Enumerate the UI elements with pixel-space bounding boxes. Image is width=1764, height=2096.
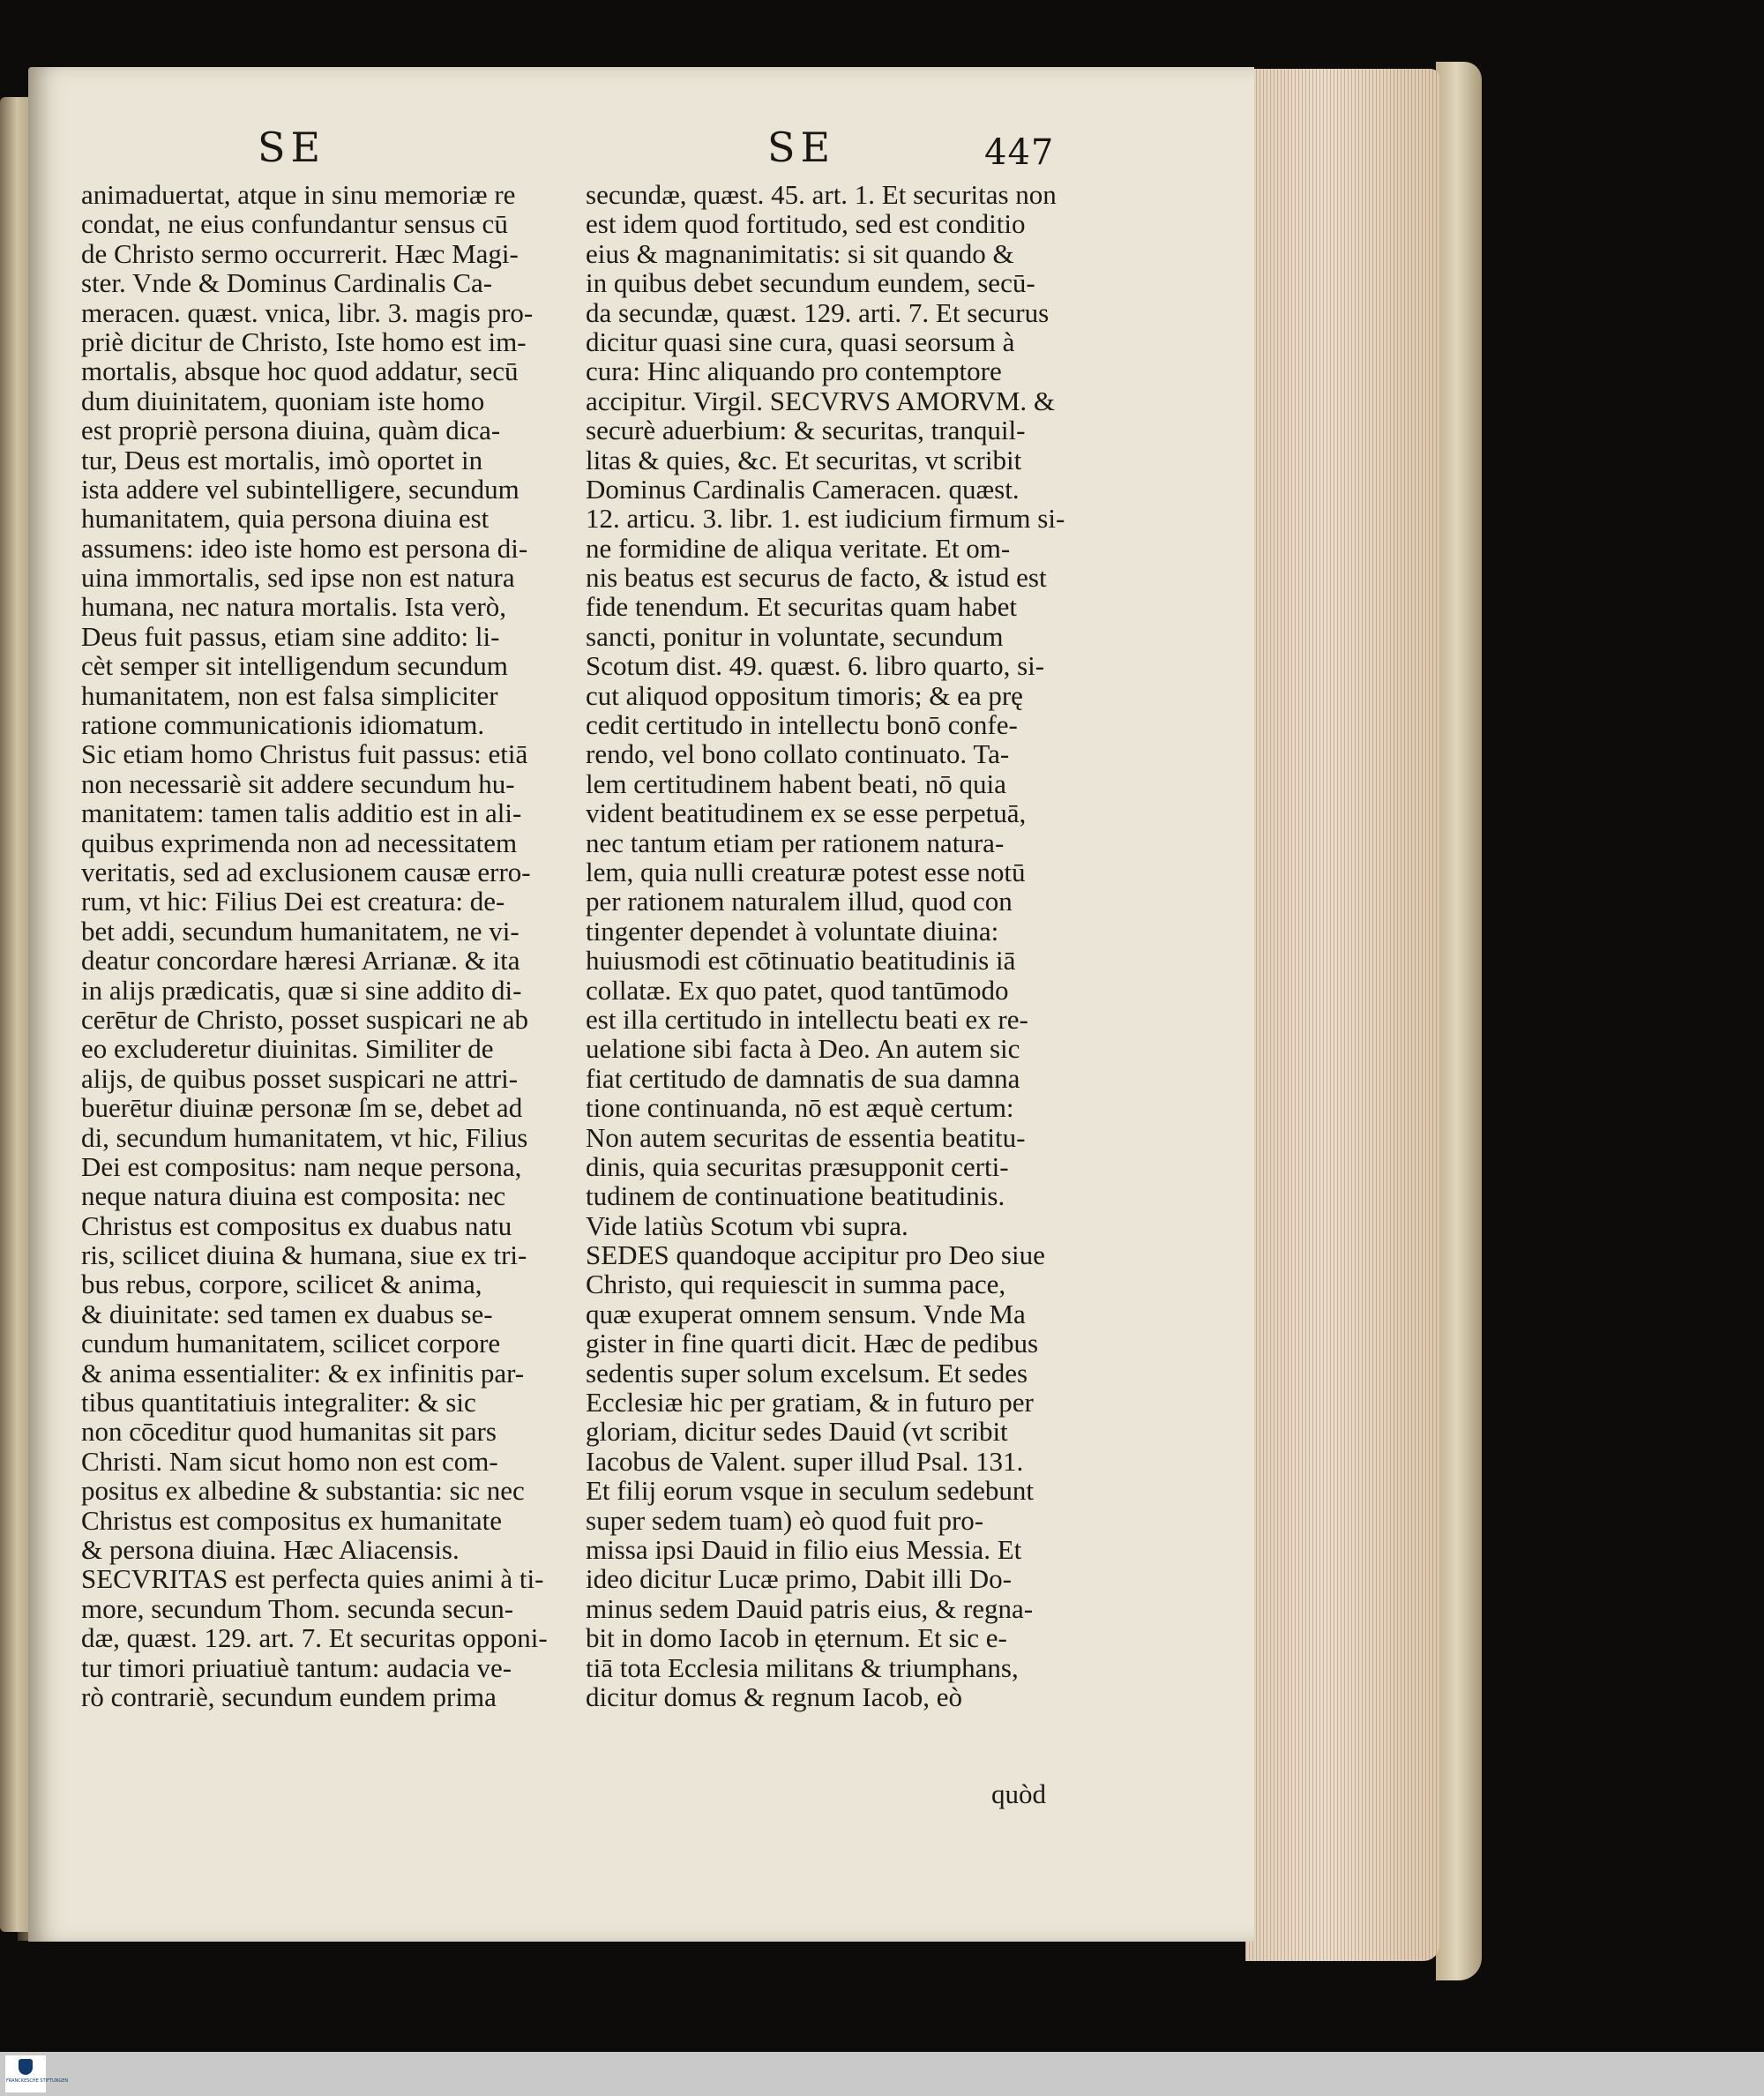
text-line: tiā tota Ecclesia militans & triumphans, — [586, 1651, 1019, 1683]
text-line: cundum humanitatem, scilicet corpore — [81, 1328, 501, 1359]
text-line: gloriam, dicitur sedes Dauid (vt scribit — [586, 1416, 1008, 1448]
text-line: & anima essentialiter: & ex infinitis par- — [81, 1357, 525, 1389]
text-line: & persona diuina. Hæc Aliacensis. — [81, 1533, 460, 1565]
text-line: tudinem de continuatione beatitudinis. — [586, 1180, 1005, 1212]
text-line: missa ipsi Dauid in filio eius Messia. Et — [586, 1533, 1022, 1565]
text-line: eo excluderetur diuinitas. Similiter de — [81, 1033, 494, 1065]
text-line: huiusmodi est cōtinuatio beatitudinis iā — [586, 945, 1016, 977]
text-line: humana, nec natura mortalis. Ista verò, — [81, 591, 507, 623]
text-line: Dominus Cardinalis Cameracen. quæst. — [586, 473, 1020, 505]
text-line: mortalis, absque hoc quod addatur, secū — [81, 356, 519, 387]
text-line: fide tenendum. Et securitas quam habet — [586, 591, 1017, 623]
text-line: more, secundum Thom. secunda secun- — [81, 1592, 514, 1624]
text-line: rò contrariè, secundum eundem prima — [81, 1681, 497, 1712]
text-line: Christi. Nam sicut homo non est com- — [81, 1445, 498, 1477]
text-line: condat, ne eius confundantur sensus cū — [81, 208, 508, 240]
text-line: deatur concordare hæresi Arrianæ. & ita — [81, 945, 520, 977]
text-line: Christo, qui requiescit in summa pace, — [586, 1269, 1006, 1300]
text-line: positus ex albedine & substantia: sic nec — [81, 1475, 525, 1507]
text-line: buerētur diuinæ personæ ſm se, debet ad — [81, 1092, 523, 1124]
text-line: dum diuinitatem, quoniam iste homo — [81, 385, 485, 416]
text-line: alijs, de quibus posset suspicari ne attri- — [81, 1062, 519, 1094]
text-line: vident beatitudinem ex se esse perpetuā, — [586, 797, 1027, 829]
text-line: animaduertat, atque in sinu memoriæ re — [81, 179, 516, 210]
text-line: Vide latiùs Scotum vbi supra. — [586, 1209, 908, 1241]
text-line: ratione communicationis idiomatum. — [81, 709, 485, 741]
text-line: dinis, quia securitas præsupponit certi- — [586, 1150, 1009, 1182]
logo-text: FRANCKESCHE STIFTUNGEN — [6, 2078, 69, 2084]
text-line: cerētur de Christo, posset suspicari ne ab — [81, 1003, 529, 1035]
text-line: humanitatem, quia persona diuina est — [81, 503, 490, 535]
text-line: in alijs prædicatis, quæ si sine addito di- — [81, 974, 522, 1006]
text-line: ideo dicitur Lucæ primo, Dabit illi Do- — [586, 1563, 1012, 1595]
text-line: Iacobus de Valent. super illud Psal. 131. — [586, 1445, 1024, 1477]
text-line: est idem quod fortitudo, sed est conditio — [586, 208, 1026, 240]
text-line: cedit certitudo in intellectu bonō confe- — [586, 709, 1018, 741]
text-line: tione continuanda, nō est æquè certum: — [586, 1092, 1014, 1124]
page-number: 447 — [984, 132, 1055, 173]
text-line: per rationem naturalem illud, quod con — [586, 886, 1013, 917]
text-line: rendo, vel bono collato continuato. Ta- — [586, 738, 1010, 770]
text-line: sancti, ponitur in voluntate, secundum — [586, 620, 1004, 652]
text-line: ista addere vel subintelligere, secundum — [81, 473, 519, 505]
text-line: uina immortalis, sed ipse non est natura — [81, 562, 515, 594]
text-line: securè aduerbium: & securitas, tranquil- — [586, 415, 1026, 446]
text-line: quæ exuperat omnem sensum. Vnde Ma — [586, 1298, 1026, 1329]
text-line: accipitur. Virgil. SECVRVS AMORVM. & — [586, 385, 1055, 416]
text-line: bit in domo Iacob in ęternum. Et sic e- — [586, 1622, 1007, 1654]
text-line: neque natura diuina est composita: nec — [81, 1180, 506, 1212]
text-line: Scotum dist. 49. quæst. 6. libro quarto, si- — [586, 650, 1045, 682]
text-line: Christus est compositus ex humanitate — [81, 1504, 503, 1536]
left-text-column — [81, 180, 564, 1711]
text-line: collatæ. Ex quo patet, quod tantūmodo — [586, 974, 1009, 1006]
text-line: tingenter dependet à voluntate diuina: — [586, 915, 999, 947]
text-line: tibus quantitatiuis integraliter: & sic — [81, 1387, 476, 1419]
text-line: dæ, quæst. 129. art. 7. Et securitas opponi- — [81, 1622, 548, 1654]
text-line: nis beatus est securus de facto, & istud est — [586, 562, 1047, 594]
text-line: cura: Hinc aliquando pro contemptore — [586, 356, 1002, 387]
text-line: cèt semper sit intelligendum secundum — [81, 650, 508, 682]
text-line: est propriè persona diuina, quàm dica- — [81, 415, 501, 446]
text-line: gister in fine quarti dicit. Hæc de pedibus — [586, 1328, 1039, 1359]
text-line: Christus est compositus ex duabus natu — [81, 1209, 512, 1241]
text-line: non cōceditur quod humanitas sit pars — [81, 1416, 497, 1448]
text-line: ne formidine de aliqua veritate. Et om- — [586, 532, 1011, 564]
text-line: SEDES quandoque accipitur pro Deo siue — [586, 1239, 1045, 1271]
text-line: SECVRITAS est perfecta quies animi à ti- — [81, 1563, 544, 1595]
viewer-footer-bar — [0, 2052, 1764, 2096]
logo-mark — [19, 2059, 33, 2075]
text-line: dicitur quasi sine cura, quasi seorsum à — [586, 326, 1015, 357]
text-line: lem certitudinem habent beati, nō quia — [586, 767, 1006, 799]
text-line: cut aliquod oppositum timoris; & ea prę — [586, 679, 1023, 711]
text-line: & diuinitate: sed tamen ex duabus se- — [81, 1298, 493, 1329]
text-line: uelatione sibi facta à Deo. An autem sic — [586, 1033, 1020, 1065]
text-line: non necessariè sit addere secundum hu- — [81, 767, 515, 799]
text-line: sedentis super solum excelsum. Et sedes — [586, 1357, 1028, 1389]
text-line: litas & quies, &c. Et securitas, vt scribit — [586, 444, 1022, 475]
text-line: Non autem securitas de essentia beatitu- — [586, 1121, 1026, 1153]
text-line: Sic etiam homo Christus fuit passus: etiā — [81, 738, 528, 770]
right-text-column — [586, 180, 1095, 1711]
text-line: super sedem tuam) eò quod fuit pro- — [586, 1504, 984, 1536]
text-line: priè dicitur de Christo, Iste homo est im- — [81, 326, 527, 357]
text-line: meracen. quæst. vnica, libr. 3. magis pro- — [81, 296, 534, 328]
text-line: tur timori priuatiuè tantum: audacia ve- — [81, 1651, 512, 1683]
text-line: humanitatem, non est falsa simpliciter — [81, 679, 498, 711]
text-line: bet addi, secundum humanitatem, ne vi- — [81, 915, 519, 947]
text-line: di, secundum humanitatem, vt hic, Filius — [81, 1121, 528, 1153]
text-line: assumens: ideo iste homo est persona di- — [81, 532, 528, 564]
library-logo-icon[interactable] — [5, 2055, 69, 2092]
text-line: eius & magnanimitatis: si sit quando & — [586, 237, 1014, 269]
text-line: quibus exprimenda non ad necessitatem — [81, 827, 518, 858]
text-line: manitatem: tamen talis additio est in ali- — [81, 797, 522, 829]
running-head-center: SE — [767, 124, 836, 171]
page-edges — [1245, 69, 1439, 1961]
text-line: nec tantum etiam per rationem natura- — [586, 827, 1005, 858]
text-line: dicitur domus & regnum Iacob, eò — [586, 1681, 963, 1712]
text-line: secundæ, quæst. 45. art. 1. Et securitas non — [586, 179, 1057, 210]
text-line: Ecclesiæ hic per gratiam, & in futuro per — [586, 1387, 1034, 1419]
book-cover-edge — [1436, 62, 1482, 1980]
text-line: minus sedem Dauid patris eius, & regna- — [586, 1592, 1034, 1624]
text-line: in quibus debet secundum eundem, secū- — [586, 267, 1035, 299]
text-line: da secundæ, quæst. 129. arti. 7. Et securus — [586, 296, 1050, 328]
text-line: 12. articu. 3. libr. 1. est iudicium firmum si- — [586, 503, 1065, 535]
text-line: fiat certitudo de damnatis de sua damna — [586, 1062, 1020, 1094]
text-line: tur, Deus est mortalis, imò oportet in — [81, 444, 483, 475]
text-line: veritatis, sed ad exclusionem causæ erro- — [81, 856, 531, 887]
text-line: ris, scilicet diuina & humana, siue ex tri- — [81, 1239, 527, 1271]
text-line: bus rebus, corpore, scilicet & anima, — [81, 1269, 482, 1300]
text-line: de Christo sermo occurrerit. Hæc Magi- — [81, 237, 519, 269]
text-line: est illa certitudo in intellectu beati ex re- — [586, 1003, 1028, 1035]
text-line: Deus fuit passus, etiam sine addito: li- — [81, 620, 500, 652]
text-line: ster. Vnde & Dominus Cardinalis Ca- — [81, 267, 493, 299]
catchword: quòd — [991, 1778, 1046, 1809]
left-page-edge — [0, 97, 28, 1932]
text-line: Et filij eorum vsque in seculum sedebunt — [586, 1475, 1034, 1507]
text-line: lem, quia nulli creaturæ potest esse notū — [586, 856, 1026, 887]
running-head-left: SE — [258, 124, 326, 171]
text-line: rum, vt hic: Filius Dei est creatura: de- — [81, 886, 505, 917]
text-line: Dei est compositus: nam neque persona, — [81, 1150, 522, 1182]
